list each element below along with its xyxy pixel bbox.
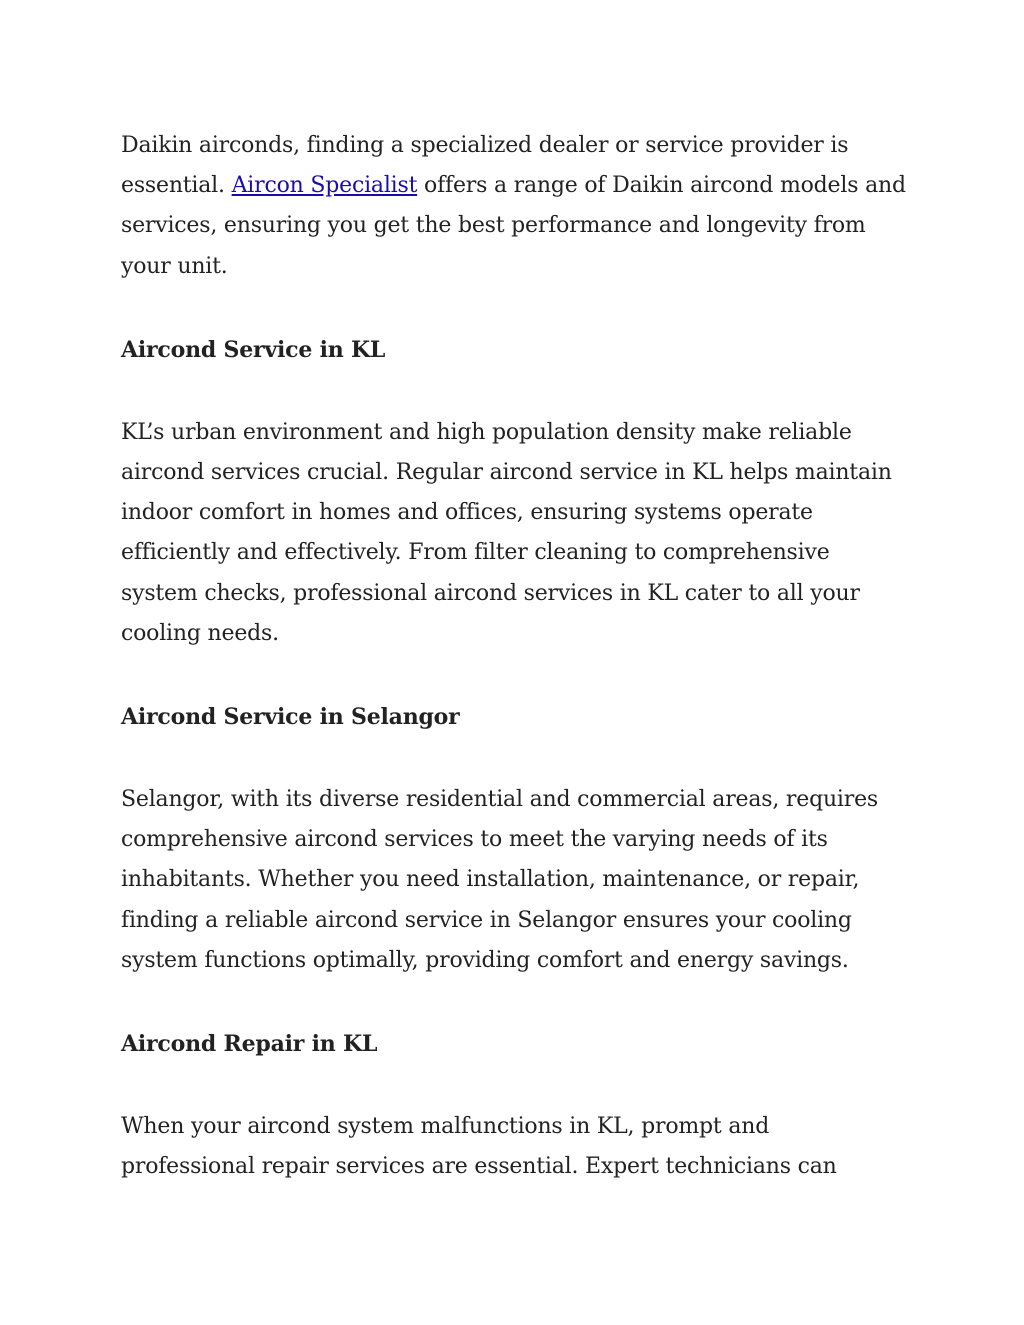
- section-paragraph-service-selangor: [121, 780, 921, 981]
- intro-line-2-after: offers a range of Daikin aircond models and: [417, 173, 906, 199]
- intro-line-1: Daikin airconds, finding a specialized dealer or service provider is: [121, 133, 849, 158]
- paragraph-line: cooling needs.: [121, 620, 279, 646]
- aircon-specialist-link[interactable]: Aircon Specialist: [231, 173, 418, 199]
- intro-paragraph: [121, 126, 921, 287]
- paragraph-line: professional repair services are essential. Expert technicians can: [121, 1154, 837, 1180]
- paragraph-line: comprehensive aircond services to meet the varying needs of its: [121, 827, 828, 853]
- section-heading-service-kl: Aircond Service in KL: [121, 336, 386, 363]
- document-page: [121, 126, 921, 1187]
- intro-line-2-before: essential.: [121, 173, 232, 199]
- paragraph-line: efficiently and effectively. From filter cleaning to comprehensive: [121, 540, 830, 566]
- section-paragraph-repair-kl: [121, 1107, 921, 1187]
- intro-line-2: [121, 166, 921, 206]
- section-heading-service-selangor: Aircond Service in Selangor: [121, 704, 460, 731]
- section-heading-repair-kl: Aircond Repair in KL: [121, 1031, 378, 1058]
- paragraph-line: Selangor, with its diverse residential and commercial areas, requires: [121, 787, 878, 813]
- paragraph-line: indoor comfort in homes and offices, ensuring systems operate: [121, 500, 813, 526]
- paragraph-line: aircond services crucial. Regular aircond service in KL helps maintain: [121, 460, 892, 486]
- paragraph-line: KL’s urban environment and high population density make reliable: [121, 419, 852, 445]
- paragraph-line: system checks, professional aircond services in KL cater to all your: [121, 580, 860, 606]
- paragraph-line: finding a reliable aircond service in Selangor ensures your cooling: [121, 907, 852, 933]
- intro-line-3: services, ensuring you get the best performance and longevity from: [121, 213, 866, 239]
- paragraph-line: When your aircond system malfunctions in KL, prompt and: [121, 1114, 770, 1140]
- paragraph-line: inhabitants. Whether you need installation, maintenance, or repair,: [121, 867, 860, 893]
- section-paragraph-service-kl: [121, 413, 921, 654]
- intro-line-4: your unit.: [121, 253, 228, 279]
- paragraph-line: system functions optimally, providing comfort and energy savings.: [121, 947, 849, 973]
